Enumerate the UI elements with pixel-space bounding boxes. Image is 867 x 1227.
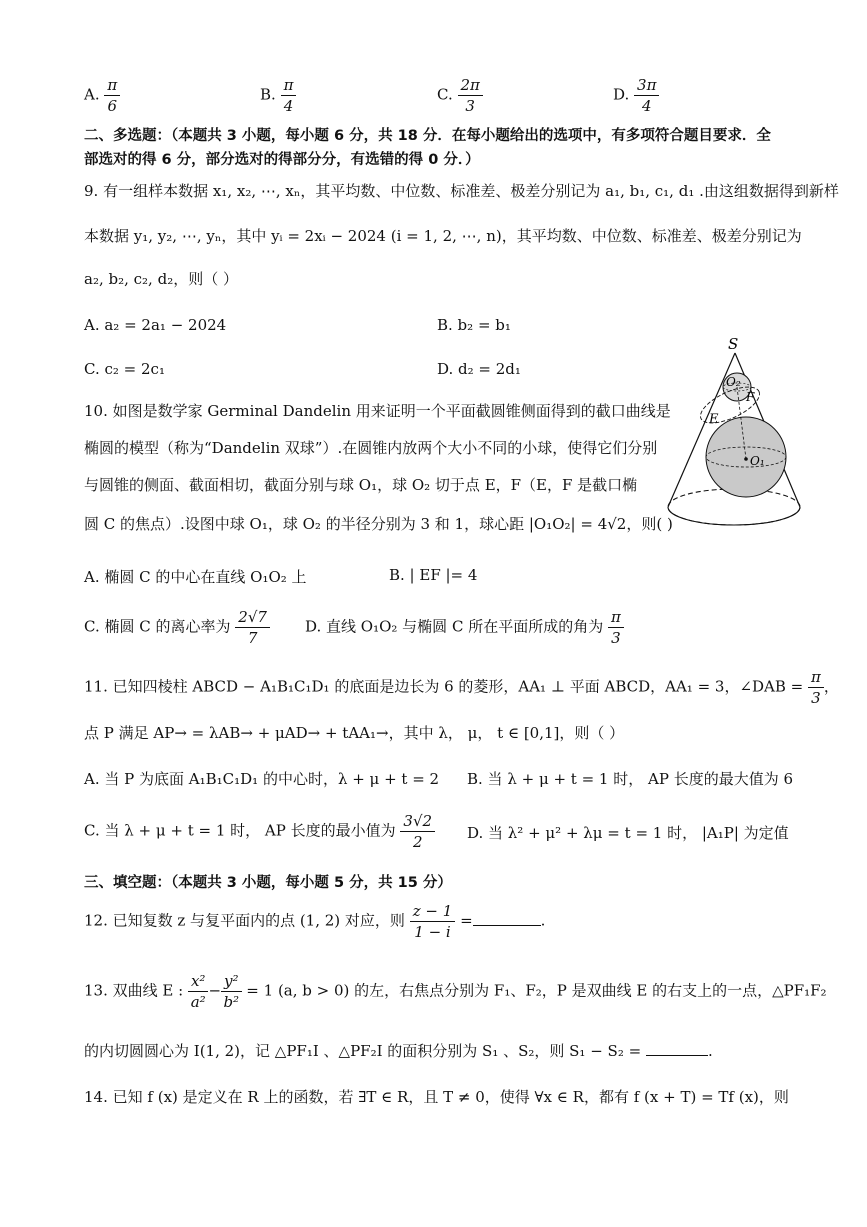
- q8-option-d: D. $\frac{3\pi}{4}$: [613, 76, 659, 115]
- fig-label-e: E: [709, 412, 719, 427]
- q10-line3: 与圆锥的侧面、截面相切，截面分别与球 O₁，球 O₂ 切于点 E，F（E，F 是截口椭: [84, 476, 638, 494]
- q11-option-d: D. 当 λ² + μ² + λμ = t = 1 时， |A₁P| 为定值: [467, 824, 789, 842]
- q10-option-d: D. 直线 O₁O₂ 与椭圆 C 所在平面所成的角为 $\frac{\pi}{3}$: [305, 608, 624, 647]
- q10-line2: 椭圆的模型（称为“Dandelin 双球”）.在圆锥内放两个大小不同的小球，使得它们分别: [84, 439, 658, 457]
- q12-answer-blank: [473, 911, 541, 926]
- q13-line1: 13. 双曲线 E : $\frac{\text{x²}}{\text{a²}}$ − $\frac{\text{y²}}{\text{b²}}$ = 1 (a, b > 0) 的左，右焦点分别为 F₁、F₂，P 是双曲线 E 的右支上的一点，△PF₁F₂: [84, 972, 827, 1011]
- q11-option-b: B. 当 λ + μ + t = 1 时， AP 长度的最大值为 6: [467, 770, 794, 788]
- section2-heading-line2: 部选对的得 6 分，部分选对的得部分分，有选错的得 0 分．）: [84, 152, 480, 168]
- q11-option-a: A. 当 P 为底面 A₁B₁C₁D₁ 的中心时，λ + μ + t = 2: [84, 770, 440, 788]
- fig-label-o1: O₁: [750, 454, 765, 468]
- section2-heading-line1: 二、多选题：（本题共 3 小题，每小题 6 分，共 18 分．在每小题给出的选项中，有多项符合题目要求．全: [84, 128, 771, 144]
- q10-option-a: A. 椭圆 C 的中心在直线 O₁O₂ 上: [84, 568, 307, 586]
- section3-heading: 三、填空题：（本题共 3 小题，每小题 5 分，共 15 分）: [84, 875, 452, 891]
- q13-fraction-x: $\frac{\text{x²}}{\text{a²}}$: [188, 972, 208, 1011]
- q10-option-c-fraction: $\frac{2√7}{7}$: [235, 608, 270, 647]
- q13-answer-blank: [646, 1041, 708, 1056]
- q10-line1: 10. 如图是数学家 Germinal Dandelin 用来证明一个平面截圆锥侧面得到的截口曲线是: [84, 402, 671, 420]
- q9-line2: 本数据 y₁, y₂, ⋯, yₙ，其中 yᵢ = 2xᵢ − 2024 (i = 1, 2, ⋯, n)，其平均数、中位数、标准差、极差分别记为: [84, 227, 802, 245]
- q8-option-c-fraction: $\frac{2\pi}{3}$: [458, 76, 483, 115]
- fig-label-f: F: [746, 390, 755, 404]
- q13-fraction-y: $\frac{\text{y²}}{\text{b²}}$: [221, 972, 242, 1011]
- q9-line3: a₂, b₂, c₂, d₂，则（ ）: [84, 270, 238, 288]
- q11-option-c-fraction: $\frac{3√2}{2}$: [400, 812, 435, 851]
- dandelin-cone-figure: [660, 335, 810, 535]
- q10-line4: 圆 C 的焦点）.设图中球 O₁，球 O₂ 的半径分别为 3 和 1，球心距 |O₁O₂| = 4√2，则( ): [84, 515, 673, 533]
- q11-angle-fraction: $\frac{\pi}{3}$: [808, 668, 824, 707]
- q9-option-c: C. c₂ = 2c₁: [84, 360, 165, 378]
- q8-option-c: C. $\frac{2\pi}{3}$: [437, 76, 483, 115]
- q10-option-d-fraction: $\frac{\pi}{3}$: [608, 608, 624, 647]
- q10-option-c: C. 椭圆 C 的离心率为 $\frac{2√7}{7}$: [84, 608, 270, 647]
- q10-option-b: B. | EF |= 4: [389, 566, 478, 584]
- fig-label-o2: O₂: [726, 375, 741, 389]
- q9-line1: 9. 有一组样本数据 x₁, x₂, ⋯, xₙ，其平均数、中位数、标准差、极差分别记为 a₁, b₁, c₁, d₁ .由这组数据得到新样: [84, 182, 839, 200]
- q12-fraction: $\frac{z - 1}{1 - i}$: [410, 902, 456, 941]
- q9-option-a: A. a₂ = 2a₁ − 2024: [84, 316, 227, 334]
- q9-option-b: B. b₂ = b₁: [437, 316, 511, 334]
- q8-option-a-fraction: $\frac{\pi}{6}$: [104, 76, 120, 115]
- fig-label-s: S: [728, 335, 739, 353]
- q11-line1: 11. 已知四棱柱 ABCD − A₁B₁C₁D₁ 的底面是边长为 6 的菱形，AA₁ ⊥ 平面 ABCD，AA₁ = 3，∠DAB = $\frac{\pi}{3}$ ，: [84, 668, 839, 707]
- q11-line2: 点 P 满足 AP→ = λAB→ + μAD→ + tAA₁→，其中 λ， μ， t ∈ [0,1]，则（ ）: [84, 724, 625, 742]
- q9-option-d: D. d₂ = 2d₁: [437, 360, 521, 378]
- q12-line: 12. 已知复数 z 与复平面内的点 (1, 2) 对应，则 $\frac{z - 1}{1 - i}$ = .: [84, 902, 546, 941]
- q8-option-d-fraction: $\frac{3\pi}{4}$: [634, 76, 659, 115]
- q14-line1: 14. 已知 f (x) 是定义在 R 上的函数，若 ∃T ∈ R，且 T ≠ 0，使得 ∀x ∈ R，都有 f (x + T) = Tf (x)，则: [84, 1088, 789, 1106]
- q8-option-a: A. $\frac{\pi}{6}$: [84, 76, 120, 115]
- q11-option-c: C. 当 λ + μ + t = 1 时， AP 长度的最小值为 $\frac{3√2}{2}$: [84, 812, 435, 851]
- q8-option-b-fraction: $\frac{\pi}{4}$: [281, 76, 297, 115]
- q13-line2: 的内切圆圆心为 I(1, 2)，记 △PF₁I 、△PF₂I 的面积分别为 S₁ 、S₂，则 S₁ − S₂ = .: [84, 1042, 713, 1060]
- q8-option-b: B. $\frac{\pi}{4}$: [260, 76, 296, 115]
